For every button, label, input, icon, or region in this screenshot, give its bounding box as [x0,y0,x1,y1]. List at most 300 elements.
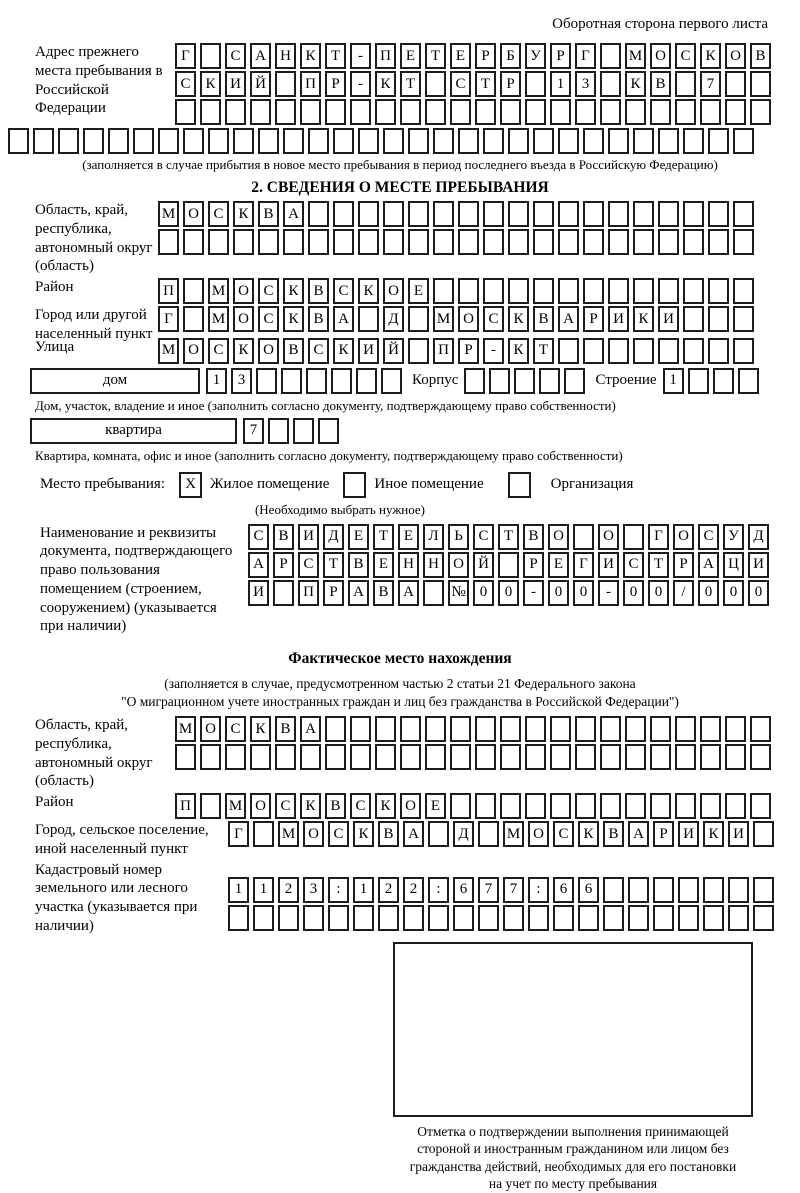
char-cell[interactable]: 1 [550,71,571,97]
char-cell[interactable] [428,905,449,931]
district-grid[interactable] [158,278,754,304]
prev-address-grid-row2[interactable] [175,71,771,97]
char-cell[interactable] [533,201,554,227]
char-cell[interactable] [378,905,399,931]
char-cell[interactable] [500,99,521,125]
char-cell[interactable]: Т [498,524,519,550]
char-cell[interactable]: - [350,71,371,97]
char-cell[interactable] [650,744,671,770]
char-cell[interactable]: А [403,821,424,847]
char-cell[interactable] [408,338,429,364]
char-cell[interactable]: Т [533,338,554,364]
char-cell[interactable] [450,716,471,742]
char-cell[interactable] [8,128,29,154]
char-cell[interactable] [508,201,529,227]
char-cell[interactable] [175,99,196,125]
char-cell[interactable]: 0 [723,580,744,606]
char-cell[interactable] [600,43,621,69]
char-cell[interactable] [688,368,709,394]
char-cell[interactable] [458,229,479,255]
char-cell[interactable] [573,524,594,550]
char-cell[interactable]: С [450,71,471,97]
char-cell[interactable]: А [558,306,579,332]
char-cell[interactable] [633,128,654,154]
char-cell[interactable]: С [553,821,574,847]
char-cell[interactable] [458,201,479,227]
char-cell[interactable]: К [358,278,379,304]
char-cell[interactable] [633,229,654,255]
char-cell[interactable] [333,128,354,154]
char-cell[interactable]: В [283,338,304,364]
char-cell[interactable] [750,99,771,125]
char-cell[interactable]: И [678,821,699,847]
char-cell[interactable]: Ь [448,524,469,550]
char-cell[interactable] [308,229,329,255]
prev-address-grid-row3[interactable] [175,99,771,125]
char-cell[interactable]: 2 [403,877,424,903]
char-cell[interactable]: П [300,71,321,97]
char-cell[interactable] [658,278,679,304]
char-cell[interactable] [425,71,446,97]
char-cell[interactable] [433,128,454,154]
char-cell[interactable]: Е [408,278,429,304]
char-cell[interactable] [475,716,496,742]
stroenie-grid[interactable] [663,368,759,394]
korpus-grid[interactable] [464,368,585,394]
char-cell[interactable] [625,793,646,819]
char-cell[interactable]: О [233,306,254,332]
char-cell[interactable]: О [650,43,671,69]
char-cell[interactable]: Р [550,43,571,69]
char-cell[interactable] [658,128,679,154]
char-cell[interactable]: К [300,793,321,819]
char-cell[interactable] [700,793,721,819]
char-cell[interactable]: О [528,821,549,847]
char-cell[interactable] [733,306,754,332]
char-cell[interactable]: 7 [700,71,721,97]
char-cell[interactable] [558,338,579,364]
char-cell[interactable] [658,201,679,227]
apartment-grid[interactable] [243,418,339,444]
char-cell[interactable]: П [175,793,196,819]
char-cell[interactable] [708,278,729,304]
char-cell[interactable]: 1 [206,368,227,394]
char-cell[interactable] [600,744,621,770]
char-cell[interactable]: У [525,43,546,69]
char-cell[interactable] [728,877,749,903]
char-cell[interactable]: А [248,552,269,578]
city-grid[interactable] [158,306,754,332]
char-cell[interactable] [583,128,604,154]
char-cell[interactable]: 0 [548,580,569,606]
char-cell[interactable] [183,306,204,332]
char-cell[interactable] [683,128,704,154]
char-cell[interactable]: Е [373,552,394,578]
char-cell[interactable] [350,744,371,770]
char-cell[interactable] [525,99,546,125]
char-cell[interactable] [733,229,754,255]
char-cell[interactable] [725,744,746,770]
char-cell[interactable] [475,99,496,125]
char-cell[interactable]: В [273,524,294,550]
char-cell[interactable]: Р [273,552,294,578]
char-cell[interactable]: И [298,524,319,550]
char-cell[interactable]: 0 [473,580,494,606]
char-cell[interactable] [253,905,274,931]
char-cell[interactable] [608,128,629,154]
char-cell[interactable]: - [350,43,371,69]
char-cell[interactable] [381,368,402,394]
char-cell[interactable] [423,580,444,606]
char-cell[interactable]: В [650,71,671,97]
char-cell[interactable]: И [748,552,769,578]
char-cell[interactable] [753,877,774,903]
char-cell[interactable]: К [703,821,724,847]
char-cell[interactable] [678,877,699,903]
char-cell[interactable] [228,905,249,931]
char-cell[interactable] [600,71,621,97]
char-cell[interactable]: Й [250,71,271,97]
char-cell[interactable]: О [200,716,221,742]
char-cell[interactable] [300,744,321,770]
char-cell[interactable]: 3 [303,877,324,903]
cadastral-grid-row2[interactable] [228,905,774,931]
char-cell[interactable] [503,905,524,931]
char-cell[interactable] [383,201,404,227]
char-cell[interactable]: 3 [231,368,252,394]
char-cell[interactable]: И [728,821,749,847]
char-cell[interactable]: В [523,524,544,550]
char-cell[interactable] [508,278,529,304]
region-actual-grid-row1[interactable] [175,716,771,742]
char-cell[interactable] [425,744,446,770]
char-cell[interactable]: 0 [498,580,519,606]
char-cell[interactable]: Р [523,552,544,578]
char-cell[interactable]: Г [175,43,196,69]
char-cell[interactable] [558,128,579,154]
char-cell[interactable]: В [325,793,346,819]
char-cell[interactable]: Г [158,306,179,332]
char-cell[interactable] [108,128,129,154]
char-cell[interactable] [283,229,304,255]
char-cell[interactable]: 6 [553,877,574,903]
char-cell[interactable] [200,793,221,819]
char-cell[interactable]: О [383,278,404,304]
char-cell[interactable]: М [158,338,179,364]
char-cell[interactable] [750,793,771,819]
char-cell[interactable]: С [623,552,644,578]
char-cell[interactable]: 7 [243,418,264,444]
char-cell[interactable] [650,716,671,742]
char-cell[interactable] [625,716,646,742]
char-cell[interactable] [433,278,454,304]
region-actual-grid-row2[interactable] [175,744,771,770]
char-cell[interactable]: № [448,580,469,606]
char-cell[interactable] [564,368,585,394]
char-cell[interactable] [306,368,327,394]
char-cell[interactable]: О [183,201,204,227]
char-cell[interactable] [250,744,271,770]
char-cell[interactable]: : [328,877,349,903]
char-cell[interactable] [358,201,379,227]
confirmation-stamp-box[interactable] [393,942,753,1117]
char-cell[interactable]: В [275,716,296,742]
char-cell[interactable]: - [483,338,504,364]
char-cell[interactable]: Д [323,524,344,550]
char-cell[interactable]: В [308,306,329,332]
char-cell[interactable]: С [328,821,349,847]
char-cell[interactable] [278,905,299,931]
char-cell[interactable]: К [625,71,646,97]
char-cell[interactable]: К [353,821,374,847]
char-cell[interactable] [375,744,396,770]
char-cell[interactable] [175,744,196,770]
char-cell[interactable]: К [200,71,221,97]
char-cell[interactable]: А [283,201,304,227]
char-cell[interactable]: С [333,278,354,304]
char-cell[interactable] [408,229,429,255]
street-grid[interactable] [158,338,754,364]
char-cell[interactable] [713,368,734,394]
char-cell[interactable]: 3 [575,71,596,97]
char-cell[interactable] [583,278,604,304]
char-cell[interactable]: М [208,278,229,304]
char-cell[interactable]: В [373,580,394,606]
char-cell[interactable] [408,306,429,332]
char-cell[interactable]: О [258,338,279,364]
char-cell[interactable]: С [308,338,329,364]
char-cell[interactable] [208,229,229,255]
house-number-grid[interactable] [206,368,402,394]
char-cell[interactable] [700,744,721,770]
char-cell[interactable]: С [698,524,719,550]
char-cell[interactable]: А [333,306,354,332]
char-cell[interactable] [628,905,649,931]
char-cell[interactable] [400,99,421,125]
char-cell[interactable] [658,338,679,364]
char-cell[interactable] [183,278,204,304]
char-cell[interactable] [200,43,221,69]
char-cell[interactable]: Й [383,338,404,364]
char-cell[interactable] [500,793,521,819]
char-cell[interactable] [356,368,377,394]
char-cell[interactable]: К [508,306,529,332]
char-cell[interactable] [675,716,696,742]
char-cell[interactable] [683,229,704,255]
char-cell[interactable] [550,99,571,125]
char-cell[interactable] [498,552,519,578]
char-cell[interactable] [333,201,354,227]
char-cell[interactable]: Е [348,524,369,550]
char-cell[interactable]: М [175,716,196,742]
char-cell[interactable] [158,128,179,154]
char-cell[interactable]: Й [473,552,494,578]
char-cell[interactable]: К [375,71,396,97]
char-cell[interactable] [525,71,546,97]
checkbox-organizacia[interactable] [508,472,531,498]
char-cell[interactable] [258,128,279,154]
char-cell[interactable] [478,821,499,847]
char-cell[interactable]: 0 [573,580,594,606]
char-cell[interactable] [650,99,671,125]
char-cell[interactable] [750,716,771,742]
char-cell[interactable] [658,229,679,255]
char-cell[interactable] [653,877,674,903]
char-cell[interactable] [653,905,674,931]
char-cell[interactable]: С [275,793,296,819]
char-cell[interactable]: Е [425,793,446,819]
char-cell[interactable]: 1 [663,368,684,394]
char-cell[interactable]: И [225,71,246,97]
char-cell[interactable]: И [358,338,379,364]
char-cell[interactable] [703,905,724,931]
char-cell[interactable] [700,99,721,125]
char-cell[interactable] [500,716,521,742]
char-cell[interactable] [753,821,774,847]
char-cell[interactable]: 0 [698,580,719,606]
char-cell[interactable]: К [300,43,321,69]
char-cell[interactable]: 0 [748,580,769,606]
char-cell[interactable]: С [473,524,494,550]
char-cell[interactable]: О [458,306,479,332]
char-cell[interactable] [583,229,604,255]
document-grid-row2[interactable] [248,552,769,578]
char-cell[interactable] [200,744,221,770]
char-cell[interactable] [528,905,549,931]
char-cell[interactable] [183,128,204,154]
char-cell[interactable] [433,201,454,227]
char-cell[interactable]: В [750,43,771,69]
char-cell[interactable] [500,744,521,770]
char-cell[interactable] [623,524,644,550]
char-cell[interactable] [183,229,204,255]
char-cell[interactable] [350,99,371,125]
char-cell[interactable]: Д [453,821,474,847]
char-cell[interactable] [675,793,696,819]
char-cell[interactable]: А [628,821,649,847]
char-cell[interactable]: Т [325,43,346,69]
char-cell[interactable] [308,201,329,227]
char-cell[interactable] [603,877,624,903]
char-cell[interactable]: 0 [648,580,669,606]
char-cell[interactable] [525,793,546,819]
char-cell[interactable]: Р [475,43,496,69]
char-cell[interactable] [725,793,746,819]
char-cell[interactable] [400,744,421,770]
char-cell[interactable] [583,201,604,227]
char-cell[interactable] [425,99,446,125]
char-cell[interactable] [281,368,302,394]
char-cell[interactable]: 0 [623,580,644,606]
city-actual-grid[interactable] [228,821,774,847]
char-cell[interactable]: А [348,580,369,606]
char-cell[interactable]: П [158,278,179,304]
char-cell[interactable]: Л [423,524,444,550]
char-cell[interactable]: Р [500,71,521,97]
char-cell[interactable] [358,229,379,255]
char-cell[interactable] [253,821,274,847]
char-cell[interactable] [750,744,771,770]
char-cell[interactable] [275,744,296,770]
char-cell[interactable] [600,716,621,742]
char-cell[interactable] [583,338,604,364]
char-cell[interactable] [738,368,759,394]
char-cell[interactable] [728,905,749,931]
char-cell[interactable] [33,128,54,154]
char-cell[interactable]: К [283,306,304,332]
char-cell[interactable]: М [208,306,229,332]
char-cell[interactable] [708,306,729,332]
char-cell[interactable] [425,716,446,742]
char-cell[interactable] [308,128,329,154]
document-grid-row1[interactable] [248,524,769,550]
char-cell[interactable] [725,716,746,742]
char-cell[interactable] [683,278,704,304]
char-cell[interactable] [328,905,349,931]
checkbox-inoe[interactable] [343,472,366,498]
char-cell[interactable]: М [433,306,454,332]
char-cell[interactable] [408,201,429,227]
char-cell[interactable] [603,905,624,931]
prev-address-grid-row4[interactable] [8,128,800,154]
char-cell[interactable] [575,744,596,770]
char-cell[interactable] [478,905,499,931]
char-cell[interactable]: В [533,306,554,332]
document-grid-row3[interactable] [248,580,769,606]
char-cell[interactable] [233,128,254,154]
char-cell[interactable]: / [673,580,694,606]
char-cell[interactable]: 1 [353,877,374,903]
char-cell[interactable]: С [208,201,229,227]
char-cell[interactable]: Г [573,552,594,578]
char-cell[interactable]: А [398,580,419,606]
char-cell[interactable] [331,368,352,394]
char-cell[interactable]: 6 [453,877,474,903]
char-cell[interactable]: Е [398,524,419,550]
char-cell[interactable] [753,905,774,931]
char-cell[interactable]: Е [548,552,569,578]
char-cell[interactable]: М [158,201,179,227]
char-cell[interactable]: К [508,338,529,364]
char-cell[interactable] [408,128,429,154]
char-cell[interactable]: П [375,43,396,69]
char-cell[interactable] [625,99,646,125]
char-cell[interactable] [375,716,396,742]
char-cell[interactable]: : [528,877,549,903]
char-cell[interactable]: Р [673,552,694,578]
char-cell[interactable]: О [598,524,619,550]
char-cell[interactable]: С [248,524,269,550]
char-cell[interactable]: И [598,552,619,578]
char-cell[interactable]: Т [400,71,421,97]
char-cell[interactable] [450,99,471,125]
char-cell[interactable]: В [258,201,279,227]
char-cell[interactable] [575,793,596,819]
char-cell[interactable] [375,99,396,125]
char-cell[interactable] [208,128,229,154]
char-cell[interactable] [458,128,479,154]
char-cell[interactable]: Д [383,306,404,332]
char-cell[interactable]: К [250,716,271,742]
char-cell[interactable]: О [400,793,421,819]
char-cell[interactable] [678,905,699,931]
char-cell[interactable] [258,229,279,255]
char-cell[interactable] [433,229,454,255]
char-cell[interactable] [483,278,504,304]
char-cell[interactable]: П [298,580,319,606]
char-cell[interactable] [275,99,296,125]
char-cell[interactable] [558,278,579,304]
